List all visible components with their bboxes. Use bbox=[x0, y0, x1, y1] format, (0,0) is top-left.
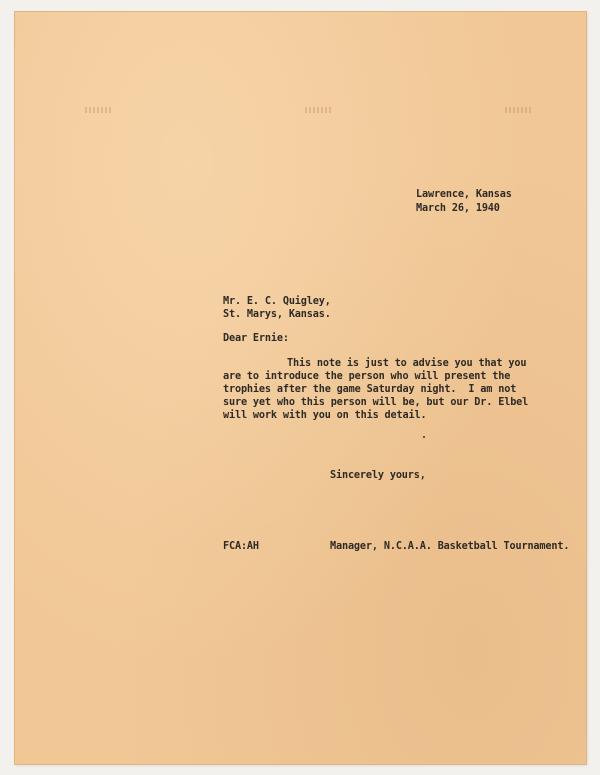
recipient-address: St. Marys, Kansas. bbox=[223, 309, 331, 320]
faded-letterhead-mark bbox=[85, 107, 113, 113]
salutation: Dear Ernie: bbox=[223, 333, 289, 344]
body-line: trophies after the game Saturday night. I am not bbox=[223, 384, 517, 395]
body-line: will work with you on this detail. bbox=[223, 410, 427, 421]
signature-title: Manager, N.C.A.A. Basketball Tournament. bbox=[330, 541, 570, 552]
letter-place: Lawrence, Kansas bbox=[416, 189, 512, 200]
typist-initials: FCA:AH bbox=[223, 541, 259, 552]
body-line: This note is just to advise you that you bbox=[287, 358, 527, 369]
closing: Sincerely yours, bbox=[330, 470, 426, 481]
faded-letterhead-mark bbox=[305, 107, 333, 113]
letter-date: March 26, 1940 bbox=[416, 203, 500, 214]
letter-page bbox=[15, 12, 586, 764]
ink-speck bbox=[423, 436, 425, 438]
body-line: are to introduce the person who will present the bbox=[223, 371, 511, 382]
faded-letterhead-mark bbox=[505, 107, 533, 113]
body-line: sure yet who this person will be, but our Dr. Elbel bbox=[223, 397, 529, 408]
recipient-name: Mr. E. C. Quigley, bbox=[223, 296, 331, 307]
